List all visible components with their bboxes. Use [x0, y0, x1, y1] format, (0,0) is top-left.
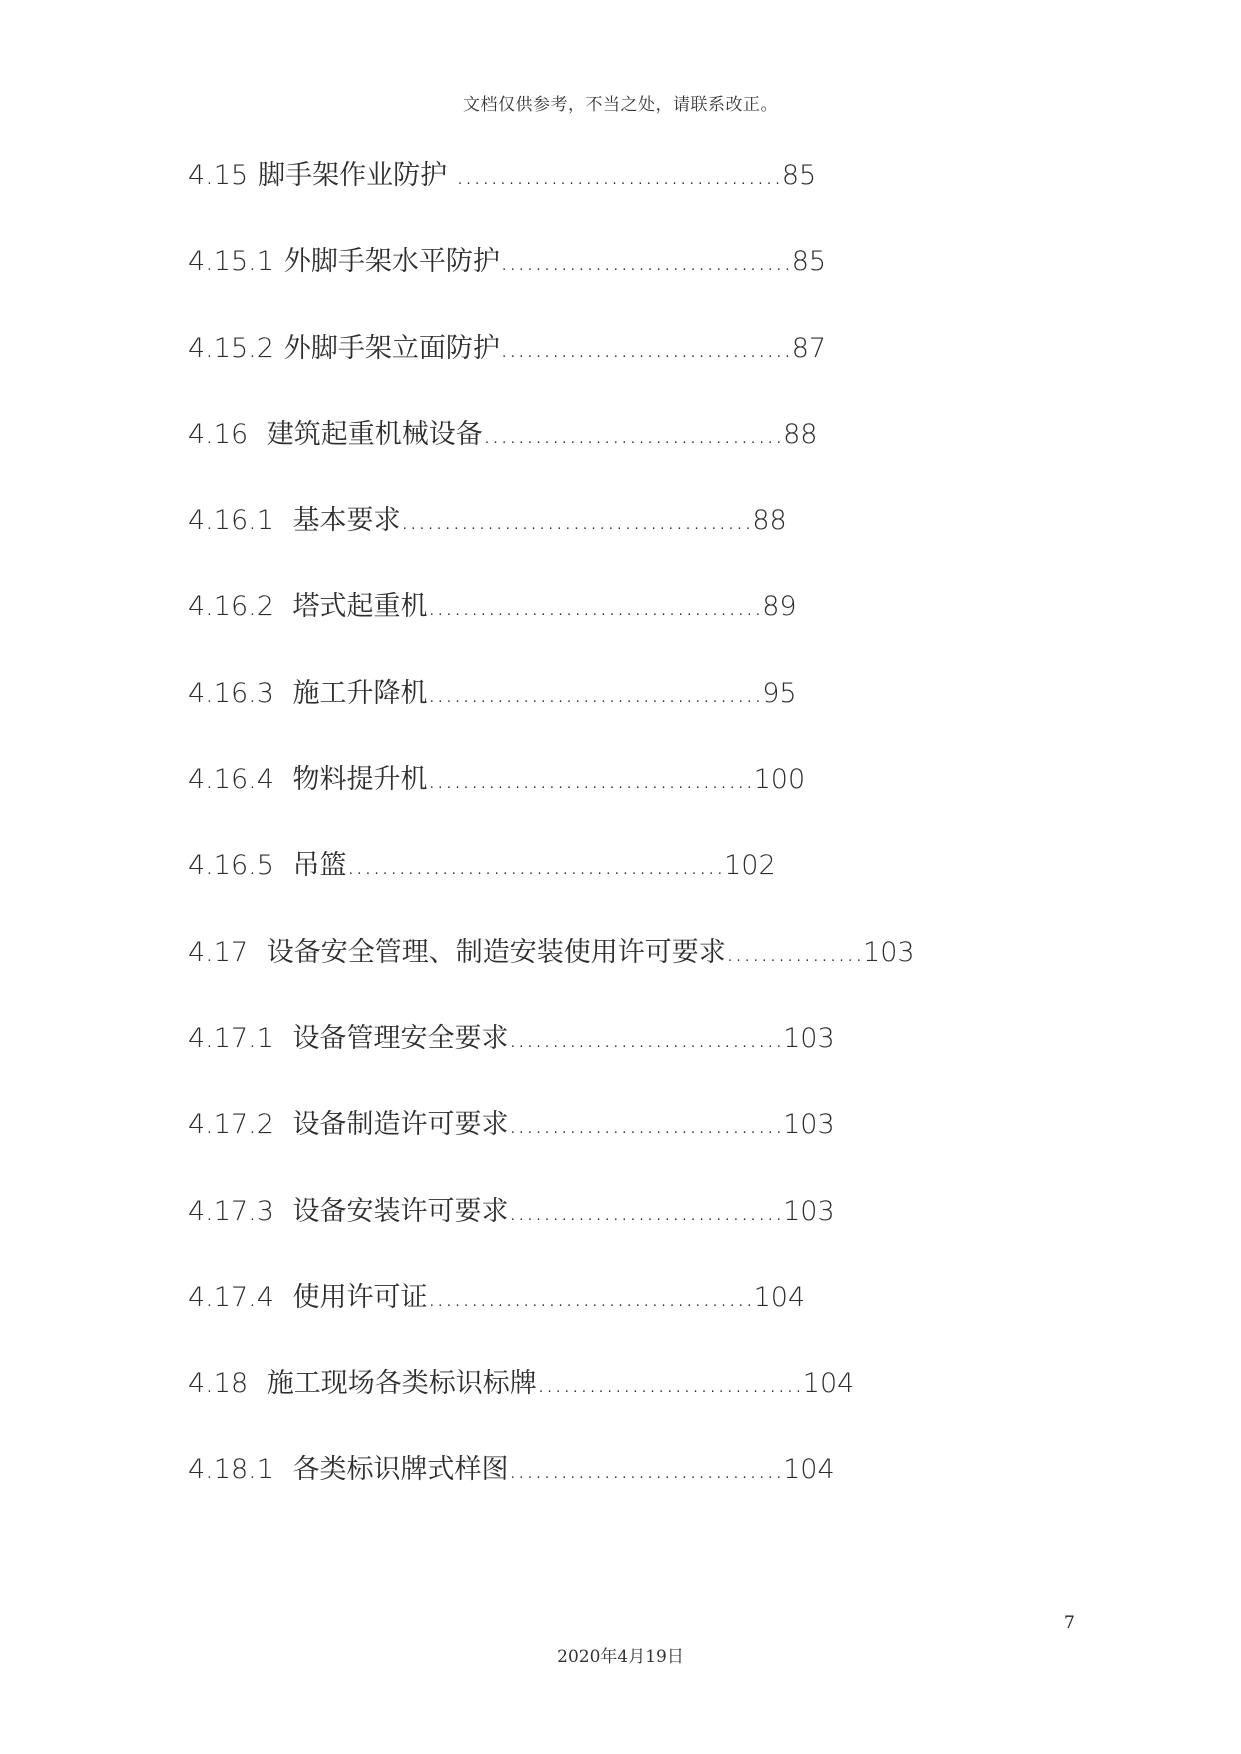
toc-entry-page: 103	[863, 936, 915, 968]
toc-entry-number: 4.16.4	[188, 764, 283, 796]
toc-entry-page: 89	[762, 591, 797, 623]
toc-entry[interactable]	[188, 1452, 1088, 1538]
toc-entry-leader: .......................................	[427, 591, 763, 623]
toc-entry-leader: ................	[725, 936, 864, 968]
toc-entry[interactable]	[188, 848, 1088, 934]
toc-entry-page: 104	[802, 1368, 855, 1400]
toc-entry-leader: .........................................	[400, 505, 753, 537]
toc-entry-leader: ......................................	[427, 764, 754, 796]
toc-entry[interactable]	[188, 417, 1088, 503]
toc-entry[interactable]	[188, 1194, 1088, 1280]
toc-entry[interactable]	[188, 1021, 1088, 1107]
toc-entry-title: 吊篮	[292, 850, 347, 882]
toc-entry[interactable]	[188, 1280, 1088, 1366]
toc-entry-title: 施工现场各类标识标牌	[266, 1368, 537, 1400]
toc-entry-number: 4.15	[188, 160, 249, 191]
toc-entry[interactable]	[188, 158, 1088, 244]
toc-entry-title: 设备制造许可要求	[292, 1109, 509, 1141]
toc-entry-title: 外脚手架立面防护	[283, 332, 500, 364]
page-number: 7	[1064, 1613, 1075, 1633]
toc-entry-number: 4.18.1	[188, 1454, 283, 1486]
toc-entry-leader: ......................................	[455, 160, 782, 191]
toc-entry-number: 4.16.3	[188, 677, 283, 709]
toc-entry-title: 脚手架作业防护	[258, 160, 456, 191]
toc-entry-number: 4.16.5	[188, 850, 283, 882]
toc-entry-title: 设备安全管理、制造安装使用许可要求	[266, 936, 726, 968]
toc-entry-page: 88	[752, 505, 787, 537]
toc-entry[interactable]	[188, 331, 1088, 417]
toc-entry-number: 4.16	[188, 418, 257, 450]
toc-entry[interactable]	[188, 935, 1088, 1021]
toc-entry[interactable]	[188, 503, 1088, 589]
toc-entry[interactable]	[188, 676, 1088, 762]
toc-entry-number: 4.17	[188, 936, 257, 968]
toc-entry-leader: ................................	[508, 1109, 784, 1141]
toc-entry-leader: ..................................	[499, 246, 792, 278]
toc-entry-leader: ...................................	[482, 418, 784, 450]
toc-entry-title: 施工升降机	[292, 677, 428, 709]
toc-entry-leader: ..................................	[499, 332, 792, 364]
toc-entry-leader: ......................................	[427, 1281, 754, 1313]
toc-entry-leader: ................................	[508, 1022, 784, 1054]
toc-entry-title: 外脚手架水平防护	[283, 246, 500, 278]
toc-entry-page: 104	[753, 1281, 806, 1313]
header-note: 文档仅供参考，不当之处，请联系改正。	[463, 95, 778, 115]
toc-entry[interactable]	[188, 244, 1088, 330]
toc-entry-page: 103	[783, 1195, 835, 1227]
toc-entry-leader: .......................................	[427, 677, 763, 709]
toc-entry-page: 104	[783, 1454, 835, 1486]
toc-entry-page: 103	[783, 1109, 835, 1141]
toc-entry-page: 95	[762, 677, 797, 709]
toc-entry[interactable]	[188, 762, 1088, 848]
table-of-contents	[188, 158, 1088, 1539]
toc-entry-title: 物料提升机	[292, 764, 428, 796]
toc-entry[interactable]	[188, 1107, 1088, 1193]
toc-entry-leader: ...............................	[536, 1368, 803, 1400]
toc-entry-number: 4.17.4	[188, 1281, 283, 1313]
toc-entry-title: 使用许可证	[292, 1281, 428, 1313]
toc-entry-page: 85	[781, 160, 817, 191]
toc-entry-title: 基本要求	[292, 505, 401, 537]
toc-entry-page: 103	[783, 1022, 835, 1054]
toc-entry[interactable]	[188, 1366, 1088, 1452]
toc-entry-number: 4.15.1	[188, 246, 274, 278]
toc-entry-number: 4.15.2	[188, 332, 274, 364]
toc-entry-number: 4.17.2	[188, 1109, 283, 1141]
toc-entry[interactable]	[188, 589, 1088, 675]
toc-entry-page: 85	[791, 246, 827, 278]
toc-entry-title: 建筑起重机械设备	[266, 418, 483, 450]
toc-entry-title: 设备安装许可要求	[292, 1195, 509, 1227]
toc-entry-number: 4.16.2	[188, 591, 283, 623]
toc-entry-number: 4.18	[188, 1368, 257, 1400]
toc-entry-page: 88	[783, 418, 818, 450]
toc-entry-number: 4.16.1	[188, 505, 283, 537]
toc-entry-leader: ................................	[508, 1454, 784, 1486]
toc-entry-page: 102	[724, 850, 776, 882]
toc-entry-leader: ................................	[508, 1195, 784, 1227]
toc-entry-number: 4.17.1	[188, 1022, 283, 1054]
toc-entry-leader: ............................................	[346, 850, 725, 882]
toc-entry-title: 设备管理安全要求	[292, 1022, 509, 1054]
toc-entry-title: 各类标识牌式样图	[292, 1454, 509, 1486]
toc-entry-page: 100	[753, 764, 806, 796]
toc-entry-title: 塔式起重机	[292, 591, 428, 623]
footer-date: 2020年4月19日	[557, 1647, 684, 1667]
toc-entry-page: 87	[791, 332, 827, 364]
toc-entry-number: 4.17.3	[188, 1195, 283, 1227]
